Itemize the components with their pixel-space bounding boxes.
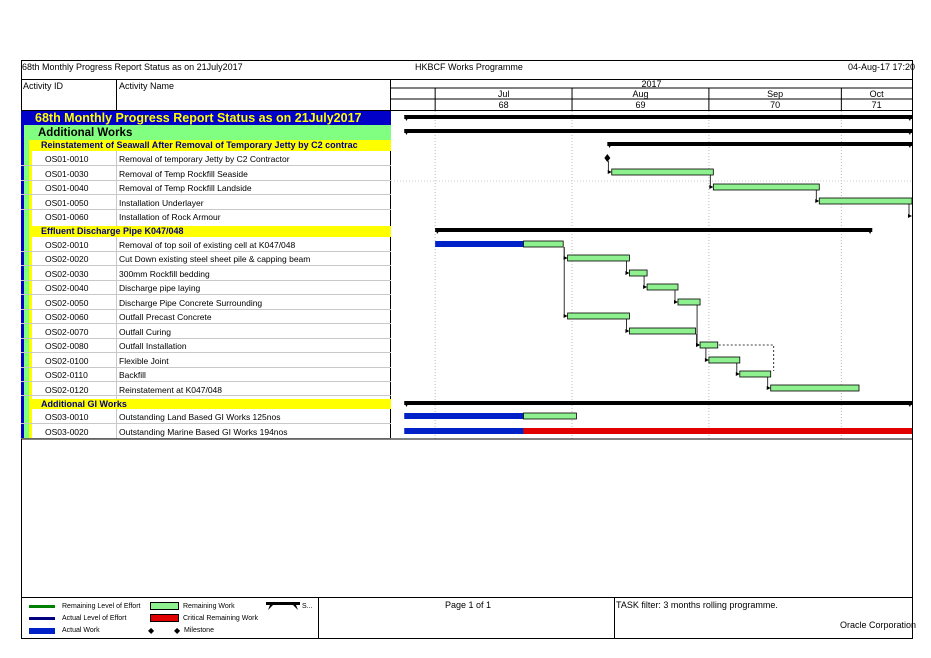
activity-name[interactable]: Flexible Joint bbox=[119, 356, 169, 366]
activity-id[interactable]: OS02-0040 bbox=[45, 283, 89, 293]
column-header-activity-id[interactable]: Activity ID bbox=[23, 81, 64, 91]
legend-actual-loe: Actual Level of Effort bbox=[62, 615, 127, 622]
activity-name[interactable]: Outstanding Marine Based GI Works 194nos bbox=[119, 427, 288, 437]
activity-name[interactable]: Outfall Curing bbox=[119, 327, 171, 337]
timescale-month: Jul bbox=[497, 89, 510, 99]
remaining-bar bbox=[713, 184, 819, 190]
remaining-bar bbox=[819, 198, 912, 204]
legend-actual-loe-swatch bbox=[29, 617, 55, 620]
legend-critical-swatch bbox=[150, 614, 179, 622]
activity-name[interactable]: Removal of top soil of existing cell at K047/048 bbox=[119, 240, 296, 250]
legend-divider bbox=[318, 597, 319, 639]
remaining-bar bbox=[523, 241, 563, 247]
activity-id[interactable]: OS02-0030 bbox=[45, 269, 89, 279]
relationship-link bbox=[626, 261, 628, 273]
remaining-bar bbox=[629, 270, 647, 276]
legend-milestone-icon: ◆ bbox=[174, 626, 181, 635]
timescale-month: Oct bbox=[869, 89, 884, 99]
timescale-week: 71 bbox=[871, 100, 882, 110]
report-band-label: 68th Monthly Progress Report Status as on 21July2017 bbox=[35, 111, 362, 125]
summary-bar bbox=[607, 142, 912, 146]
remaining-bar bbox=[612, 169, 714, 175]
relationship-link bbox=[909, 204, 911, 216]
activity-name[interactable]: Removal of Temp Rockfill Seaside bbox=[119, 169, 248, 179]
legend-actual-work: Actual Work bbox=[62, 627, 100, 634]
activity-name[interactable]: Outstanding Land Based GI Works 125nos bbox=[119, 412, 281, 422]
milestone-marker bbox=[604, 154, 610, 162]
project-title: HKBCF Works Programme bbox=[415, 62, 523, 72]
additional-works-label: Additional Works bbox=[38, 127, 133, 139]
reinstatement-label: Reinstatement of Seawall After Removal of Temporary Jetty by C2 contrac bbox=[41, 140, 358, 150]
actual-bar bbox=[435, 241, 523, 247]
footer-divider bbox=[614, 597, 615, 639]
activity-id[interactable]: OS03-0020 bbox=[45, 427, 89, 437]
relationship-link bbox=[697, 334, 699, 345]
critical-bar bbox=[523, 428, 912, 434]
timescale-year: 2017 bbox=[641, 79, 662, 89]
timescale-week: 69 bbox=[635, 100, 646, 110]
activity-id[interactable]: OS02-0020 bbox=[45, 254, 89, 264]
remaining-bar bbox=[629, 328, 695, 334]
relationship-link bbox=[768, 377, 770, 388]
activity-name[interactable]: Discharge pipe laying bbox=[119, 283, 201, 293]
effluent-label: Effluent Discharge Pipe K047/048 bbox=[41, 226, 184, 236]
relationship-arrow bbox=[643, 285, 647, 289]
remaining-bar bbox=[771, 385, 859, 391]
activity-id[interactable]: OS02-0070 bbox=[45, 327, 89, 337]
timescale-week: 70 bbox=[770, 100, 781, 110]
activity-id[interactable]: OS01-0060 bbox=[45, 212, 89, 222]
remaining-bar bbox=[709, 357, 740, 363]
activity-name[interactable]: Reinstatement at K047/048 bbox=[119, 385, 223, 395]
activity-name[interactable]: Discharge Pipe Concrete Surrounding bbox=[119, 298, 263, 308]
summary-bar bbox=[404, 115, 912, 119]
timescale-month: Aug bbox=[632, 89, 649, 99]
activity-id[interactable]: OS02-0110 bbox=[45, 370, 88, 380]
remaining-bar bbox=[700, 342, 718, 348]
legend-actual-work-swatch bbox=[29, 628, 55, 634]
activity-name[interactable]: Outfall Precast Concrete bbox=[119, 312, 212, 322]
relationship-arrow bbox=[815, 199, 819, 203]
activity-name[interactable]: Installation of Rock Armour bbox=[119, 212, 221, 222]
activity-id[interactable]: OS02-0050 bbox=[45, 298, 89, 308]
activity-name[interactable]: Installation Underlayer bbox=[119, 198, 204, 208]
remaining-bar bbox=[740, 371, 771, 377]
relationship-arrow bbox=[767, 386, 771, 390]
relationship-arrow bbox=[608, 170, 612, 174]
relationship-link bbox=[608, 161, 610, 172]
relationship-arrow bbox=[674, 300, 678, 304]
print-date: 04-Aug-17 17:20 bbox=[848, 62, 916, 72]
legend-remaining-work-swatch bbox=[150, 602, 179, 610]
timescale-month: Sep bbox=[767, 89, 784, 99]
activity-id[interactable]: OS01-0030 bbox=[45, 169, 89, 179]
activity-id[interactable]: OS02-0100 bbox=[45, 356, 89, 366]
actual-bar bbox=[404, 428, 523, 434]
page-number: Page 1 of 1 bbox=[445, 600, 492, 610]
legend-top-border bbox=[21, 597, 913, 598]
timescale-week: 68 bbox=[498, 100, 509, 110]
column-header-activity-name[interactable]: Activity Name bbox=[119, 81, 175, 91]
activity-name[interactable]: Backfill bbox=[119, 370, 146, 380]
relationship-arrow bbox=[625, 329, 629, 333]
relationship-arrow bbox=[736, 372, 740, 376]
relationship-link bbox=[697, 305, 699, 345]
legend-milestone-icon: ◆ bbox=[148, 626, 155, 635]
summary-bar bbox=[435, 228, 872, 232]
activity-id[interactable]: OS02-0080 bbox=[45, 341, 89, 351]
activity-id[interactable]: OS02-0010 bbox=[45, 240, 89, 250]
relationship-link bbox=[675, 290, 677, 302]
legend-summary: S... bbox=[302, 603, 313, 610]
legend-milestone: Milestone bbox=[184, 627, 214, 634]
activity-id[interactable]: OS01-0050 bbox=[45, 198, 89, 208]
relationship-arrow bbox=[696, 343, 700, 347]
legend-summary-icon bbox=[266, 602, 300, 610]
actual-bar bbox=[404, 413, 523, 419]
relationship-link bbox=[644, 276, 646, 287]
summary-bar bbox=[404, 129, 912, 133]
remaining-bar bbox=[647, 284, 678, 290]
activity-id[interactable]: OS03-0010 bbox=[45, 412, 89, 422]
activity-name[interactable]: 300mm Rockfill bedding bbox=[119, 269, 210, 279]
activity-id[interactable]: OS02-0120 bbox=[45, 385, 89, 395]
activity-name[interactable]: Removal of temporary Jetty by C2 Contractor bbox=[119, 154, 290, 164]
relationship-link bbox=[626, 319, 628, 331]
legend-critical-remaining: Critical Remaining Work bbox=[183, 615, 258, 622]
activity-id[interactable]: OS01-0010 bbox=[45, 154, 89, 164]
relationship-arrow bbox=[709, 185, 713, 189]
remaining-bar bbox=[523, 413, 576, 419]
legend-remaining-work: Remaining Work bbox=[183, 603, 235, 610]
relationship-link bbox=[816, 190, 818, 201]
activity-id[interactable]: OS02-0060 bbox=[45, 312, 89, 322]
remaining-bar bbox=[568, 313, 630, 319]
relationship-arrow bbox=[705, 358, 709, 362]
relationship-link bbox=[737, 363, 739, 374]
relationship-arrow bbox=[564, 314, 568, 318]
legend-remaining-loe-swatch bbox=[29, 605, 55, 608]
legend-remaining-loe: Remaining Level of Effort bbox=[62, 603, 141, 610]
remaining-bar bbox=[568, 255, 630, 261]
report-title: 68th Monthly Progress Report Status as on 21July2017 bbox=[22, 62, 243, 72]
activity-id[interactable]: OS01-0040 bbox=[45, 183, 89, 193]
company-label: Oracle Corporation bbox=[840, 620, 917, 630]
activity-name[interactable]: Cut Down existing steel sheet pile & capping beam bbox=[119, 254, 311, 264]
additional-gi-label: Additional GI Works bbox=[41, 399, 127, 409]
relationship-link bbox=[706, 348, 708, 360]
filter-label: TASK filter: 3 months rolling programme. bbox=[616, 600, 778, 610]
relationship-arrow bbox=[908, 214, 912, 218]
remaining-bar bbox=[678, 299, 700, 305]
activity-name[interactable]: Outfall Installation bbox=[119, 341, 187, 351]
summary-bar bbox=[404, 401, 912, 405]
relationship-arrow bbox=[625, 271, 629, 275]
activity-name[interactable]: Removal of Temp Rockfill Landside bbox=[119, 183, 252, 193]
